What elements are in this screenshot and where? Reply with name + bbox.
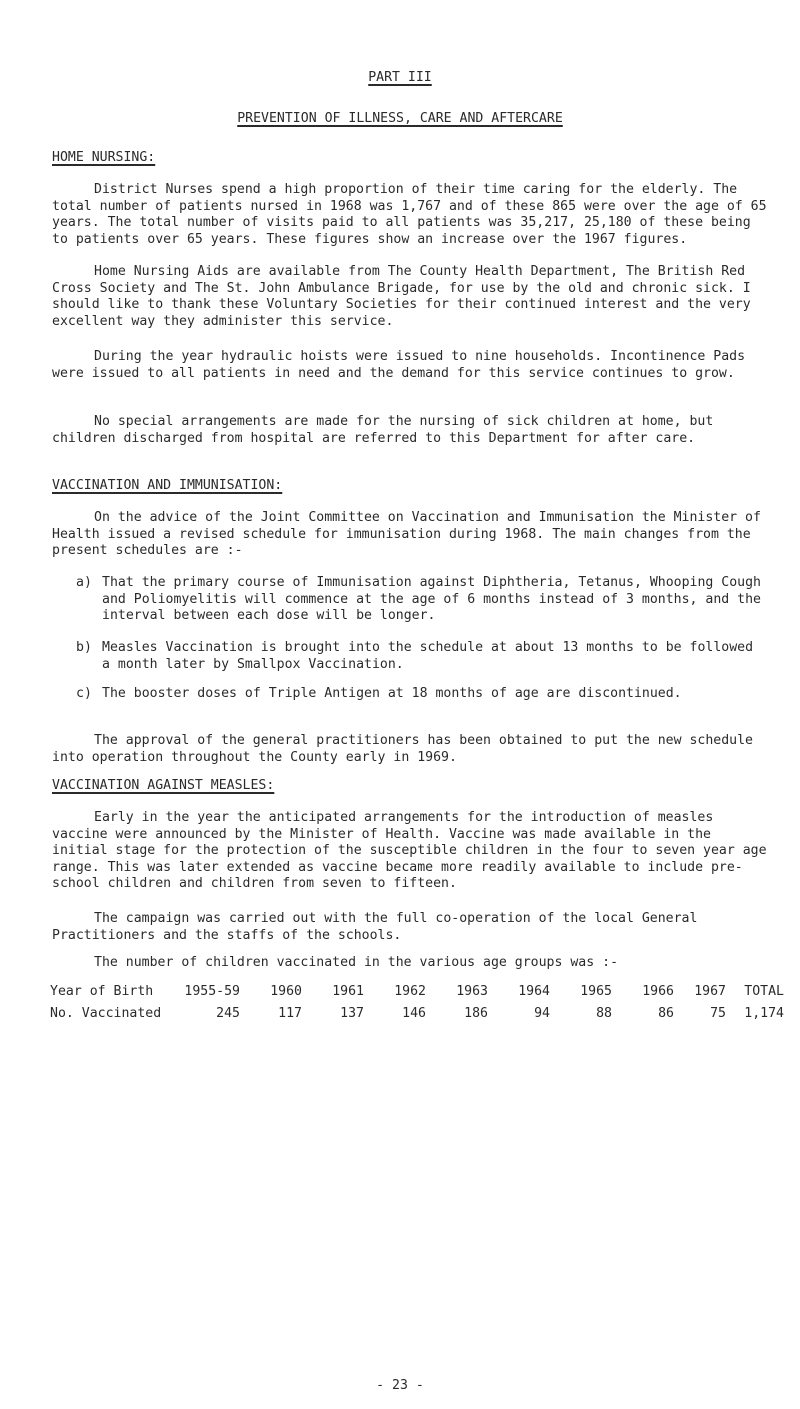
table-cell: 86 — [658, 1006, 674, 1021]
table-cell: 75 — [710, 1006, 726, 1021]
home-nursing-paragraph-3: During the year hydraulic hoists were issued to nine households. Incontinence Pads were issued to all patients in need and the demand for this service continues to grow. — [52, 349, 746, 381]
table-cell: 186 — [464, 1006, 488, 1021]
table-cell: 137 — [340, 1006, 364, 1021]
schedule-change-label: a) — [76, 575, 92, 590]
table-row — [50, 1006, 784, 1028]
main-title: PREVENTION OF ILLNESS, CARE AND AFTERCARE — [237, 111, 563, 126]
vaccination-intro: On the advice of the Joint Committee on Vaccination and Immunisation the Minister of Health issued a revised schedule for immunisation during 1968. The main changes from the present schedules are :- — [52, 510, 761, 558]
table-cell: 117 — [278, 1006, 302, 1021]
schedule-change-a — [76, 575, 766, 625]
table-header-cell: 1960 — [270, 984, 302, 999]
measles-paragraph-3: The number of children vaccinated in the various age groups was :- — [94, 955, 619, 970]
schedule-change-label: c) — [76, 686, 92, 701]
row-label-no-vaccinated: No. Vaccinated — [50, 1006, 162, 1021]
vaccination-heading: VACCINATION AND IMMUNISATION: — [52, 478, 283, 493]
schedule-change-b — [76, 640, 766, 673]
home-nursing-paragraph-1: District Nurses spend a high proportion of their time caring for the elderly. The total number of patients nursed in 1968 was 1,767 and of these 865 were over the age of 65 years. The total number of visits paid to all patients was 35,217, 25,180 of these being to patients over 65 years. These figures show an increase over the 1967 figures. — [52, 182, 767, 247]
table-header-cell: 1967 — [694, 984, 726, 999]
row-label-year-of-birth: Year of Birth — [50, 984, 154, 999]
schedule-change-text: That the primary course of Immunisation against Diphtheria, Tetanus, Whooping Cough and Poliomyelitis will commence at the age of 6 months instead of 3 months, and the interval between each dose will be longer. — [102, 575, 761, 623]
page-number: - 23 - — [376, 1378, 424, 1393]
table-header-cell: 1961 — [332, 984, 364, 999]
measles-heading: VACCINATION AGAINST MEASLES: — [52, 778, 275, 793]
table-cell: 88 — [596, 1006, 612, 1021]
measles-paragraph-1: Early in the year the anticipated arrangements for the introduction of measles vaccine were announced by the Minister of Health. Vaccine was made available in the initial stage for the protection of the susceptible children in the four to seven year age range. This was later extended as vaccine became more readily available to include pre-school children and children from seven to fifteen. — [52, 810, 767, 891]
table-cell: 146 — [402, 1006, 426, 1021]
measles-paragraph-2: The campaign was carried out with the full co-operation of the local General Practitioners and the staffs of the schools. — [52, 911, 698, 943]
table-row — [50, 984, 784, 1006]
table-cell: 94 — [534, 1006, 550, 1021]
table-header-cell: 1955-59 — [184, 984, 240, 999]
part-title: PART III — [368, 70, 432, 85]
schedule-change-text: Measles Vaccination is brought into the schedule at about 13 months to be followed a month later by Smallpox Vaccination. — [102, 640, 754, 672]
table-header-cell: 1964 — [518, 984, 550, 999]
table-header-cell: 1963 — [456, 984, 488, 999]
home-nursing-paragraph-4: No special arrangements are made for the nursing of sick children at home, but children discharged from hospital are referred to this Department for after care. — [52, 414, 714, 446]
schedule-change-text: The booster doses of Triple Antigen at 18 months of age are discontinued. — [102, 686, 682, 701]
home-nursing-heading: HOME NURSING: — [52, 150, 156, 165]
schedule-change-c — [76, 686, 766, 703]
measles-vaccination-table — [50, 984, 784, 1028]
table-header-cell: TOTAL — [744, 984, 784, 999]
table-header-cell: 1965 — [580, 984, 612, 999]
table-header-cell: 1962 — [394, 984, 426, 999]
home-nursing-paragraph-2: Home Nursing Aids are available from The County Health Department, The British Red Cross Society and The St. John Ambulance Brigade, for use by the old and chronic sick. I should like to thank these Voluntary Societies for their continued interest and the very excellent way they administer this service. — [52, 264, 751, 329]
vaccination-closing: The approval of the general practitioners has been obtained to put the new schedule into operation throughout the County early in 1969. — [52, 733, 753, 765]
table-cell: 1,174 — [744, 1006, 784, 1021]
table-cell: 245 — [216, 1006, 240, 1021]
table-header-cell: 1966 — [642, 984, 674, 999]
schedule-change-label: b) — [76, 640, 92, 655]
